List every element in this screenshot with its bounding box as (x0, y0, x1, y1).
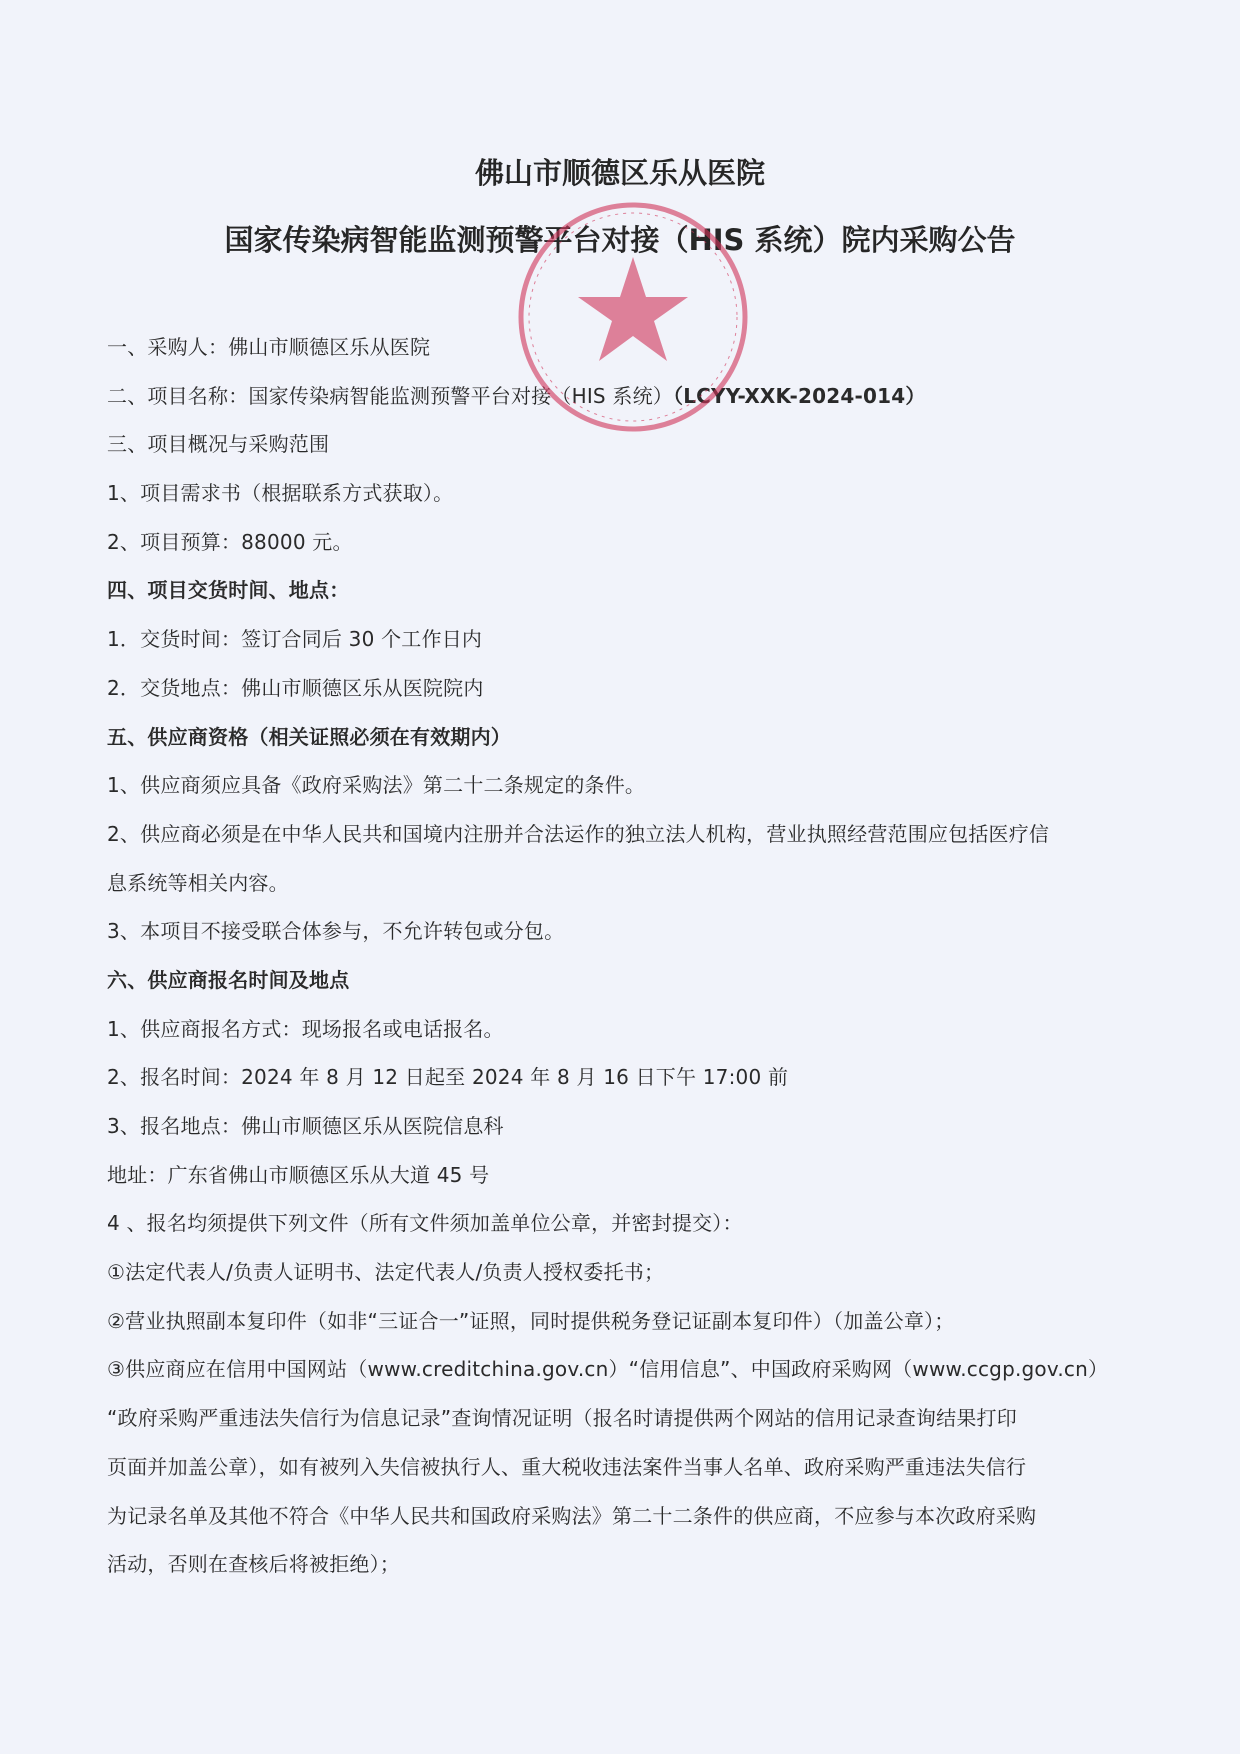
project-name: 二、项目名称：国家传染病智能监测预警平台对接（HIS 系统） (107, 383, 673, 408)
document-body (107, 332, 1120, 1598)
list-item: ③供应商应在信用中国网站（www.creditchina.gov.cn）“信用信息”、中国政府采购网（www.ccgp.gov.cn） (107, 1357, 1109, 1382)
project-code: （LCYY-XXK-2024-014） (673, 383, 926, 408)
list-item: 1、项目需求书（根据联系方式获取）。 (107, 481, 454, 506)
list-item: ①法定代表人/负责人证明书、法定代表人/负责人授权委托书； (107, 1260, 665, 1285)
list-item-continued: “政府采购严重违法失信行为信息记录”查询情况证明（报名时请提供两个网站的信用记录查询结果打印 (107, 1406, 1017, 1431)
list-item: ②营业执照副本复印件（如非“三证合一”证照，同时提供税务登记证副本复印件）（加盖公章）； (107, 1308, 955, 1333)
list-item: 4 、报名均须提供下列文件（所有文件须加盖单位公章，并密封提交）： (107, 1211, 743, 1236)
list-item-continued: 息系统等相关内容。 (107, 870, 289, 895)
section-heading: 五、供应商资格（相关证照必须在有效期内） (107, 724, 511, 749)
list-item: 2、供应商必须是在中华人民共和国境内注册并合法运作的独立法人机构，营业执照经营范围应包括医疗信 (107, 821, 1050, 846)
document-subtitle: 国家传染病智能监测预警平台对接（HIS 系统）院内采购公告 (224, 223, 1016, 257)
budget-line: 2、项目预算：88000 元。 (107, 529, 353, 554)
document-title: 佛山市顺德区乐从医院 (474, 156, 765, 190)
list-item: 2．交货地点：佛山市顺德区乐从医院院内 (107, 675, 484, 700)
address-line: 地址：广东省佛山市顺德区乐从大道 45 号 (107, 1162, 490, 1187)
list-item-continued: 活动，否则在查核后将被拒绝）； (107, 1552, 400, 1577)
list-item: 1、供应商报名方式：现场报名或电话报名。 (107, 1016, 504, 1041)
list-item: 3、本项目不接受联合体参与，不允许转包或分包。 (107, 919, 565, 944)
list-item: 3、报名地点：佛山市顺德区乐从医院信息科 (107, 1114, 504, 1138)
section-heading: 六、供应商报名时间及地点 (107, 967, 350, 992)
list-item: 1、供应商须应具备《政府采购法》第二十二条规定的条件。 (107, 773, 646, 798)
section-heading: 三、项目概况与采购范围 (107, 432, 330, 457)
list-item: 1．交货时间：签订合同后 30 个工作日内 (107, 627, 483, 652)
list-item-continued: 为记录名单及其他不符合《中华人民共和国政府采购法》第二十二条件的供应商，不应参与本次政府采购 (107, 1503, 1037, 1528)
list-item-continued: 页面并加盖公章），如有被列入失信被执行人、重大税收违法案件当事人名单、政府采购严重违法失信行 (107, 1454, 1027, 1479)
section-heading: 四、项目交货时间、地点： (107, 578, 350, 603)
purchaser-line: 一、采购人：佛山市顺德区乐从医院 (107, 335, 431, 359)
project-name-line (107, 381, 1120, 430)
list-item: 2、报名时间：2024 年 8 月 12 日起至 2024 年 8 月 16 日下午 17:00 前 (107, 1065, 789, 1090)
